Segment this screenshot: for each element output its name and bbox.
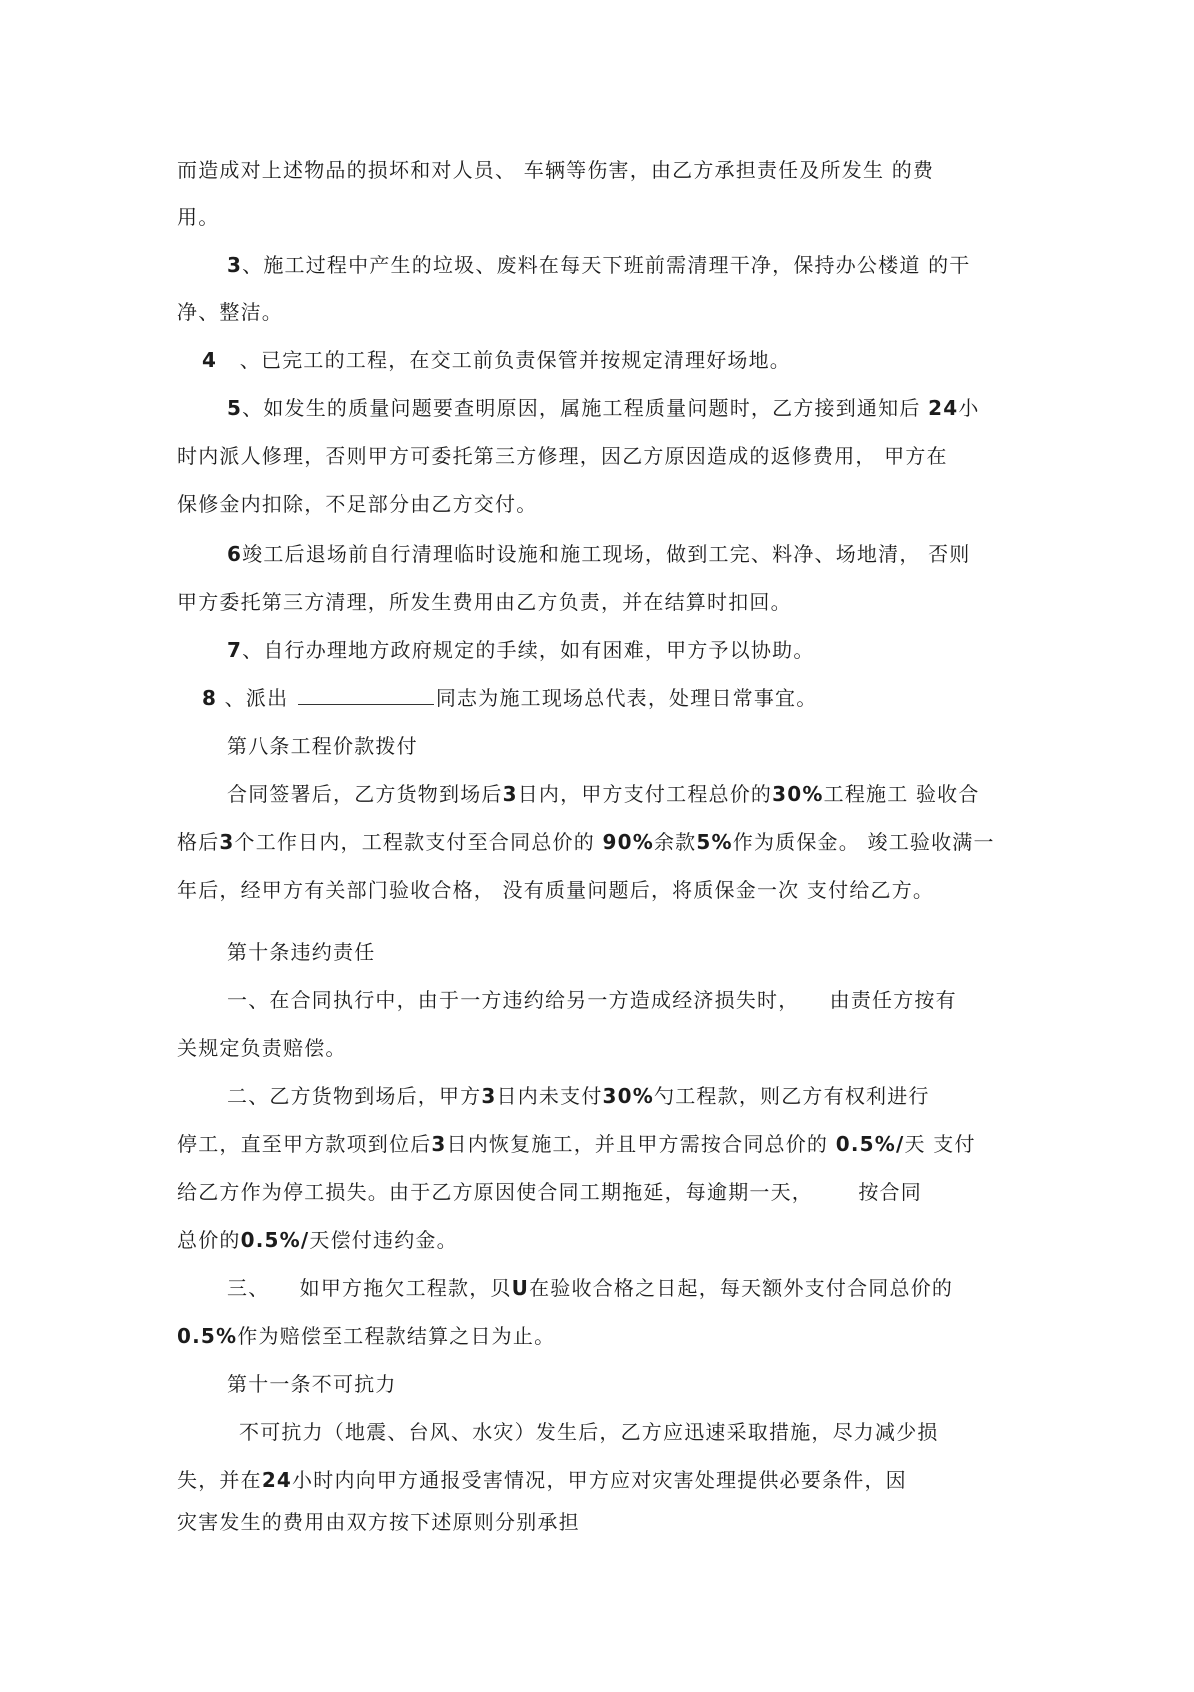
text-line: 而造成对上述物品的损坏和对人员、 车辆等伤害，由乙方承担责任及所发生 的费 xyxy=(177,158,935,182)
text-line: 不可抗力（地震、台风、水灾）发生后，乙方应迅速采取措施，尽力减少损 xyxy=(239,1420,939,1444)
text-line: 年后，经甲方有关部门验收合格， 没有质量问题后，将质保金一次 支付给乙方。 xyxy=(177,878,935,902)
list-bold: 24 xyxy=(928,396,959,420)
text-line: 灾害发生的费用由双方按下述原则分别承担 xyxy=(177,1510,580,1534)
article-heading: 第十一条不可抗力 xyxy=(227,1372,397,1396)
list-number: 3 xyxy=(227,253,243,277)
text-line: 合同签署后，乙方货物到场后3日内，甲方支付工程总价的30%工程施工 验收合 xyxy=(227,782,980,806)
text-line: 二、乙方货物到场后，甲方3日内未支付30%勺工程款，则乙方有权利进行 xyxy=(227,1084,930,1108)
list-item xyxy=(202,346,791,374)
list-text: 、派出 xyxy=(217,686,296,710)
text-line: 关规定负责赔偿。 xyxy=(177,1036,347,1060)
text-line: 用。 xyxy=(177,205,220,229)
list-number: 6 xyxy=(227,542,243,566)
text-line: 三、 如甲方拖欠工程款，贝U在验收合格之日起，每天额外支付合同总价的 xyxy=(227,1276,954,1300)
text-line: 总价的0.5%/天偿付违约金。 xyxy=(177,1228,458,1252)
list-number: 4 xyxy=(202,348,218,372)
list-item xyxy=(227,636,815,664)
text-line: 一、在合同执行中，由于一方违约给另一方造成经济损失时， 由责任方按有 xyxy=(227,988,957,1012)
text-line: 净、整洁。 xyxy=(177,300,283,324)
list-item xyxy=(227,540,970,568)
blank-underline xyxy=(298,686,434,705)
text-line: 时内派人修理，否则甲方可委托第三方修理，因乙方原因造成的返修费用， 甲方在 xyxy=(177,444,948,468)
list-item xyxy=(227,394,980,422)
list-text: 同志为施工现场总代表，处理日常事宜。 xyxy=(435,686,818,710)
article-heading: 第十条违约责任 xyxy=(227,940,376,964)
list-number: 8 xyxy=(202,686,218,710)
list-number: 5 xyxy=(227,396,243,420)
list-item xyxy=(227,251,970,279)
list-text: 、自行办理地方政府规定的手续，如有困难，甲方予以协助。 xyxy=(242,638,815,662)
list-number: 7 xyxy=(227,638,243,662)
text-line: 格后3个工作日内，工程款支付至合同总价的 90%余款5%作为质保金。 竣工验收满一 xyxy=(177,830,995,854)
list-item xyxy=(202,684,817,712)
article-heading: 第八条工程价款拨付 xyxy=(227,734,418,758)
text-line: 停工，直至甲方款项到位后3日内恢复施工，并且甲方需按合同总价的 0.5%/天 支付 xyxy=(177,1132,976,1156)
text-line: 给乙方作为停工损失。由于乙方原因使合同工期拖延，每逾期一天， 按合同 xyxy=(177,1180,922,1204)
list-text: 小 xyxy=(958,396,980,420)
text-line: 0.5%作为赔偿至工程款结算之日为止。 xyxy=(177,1324,556,1348)
list-text: 、施工过程中产生的垃圾、废料在每天下班前需清理干净，保持办公楼道 的干 xyxy=(242,253,971,277)
list-text: 、如发生的质量问题要查明原因，属施工程质量问题时，乙方接到通知后 xyxy=(242,396,929,420)
text-line: 保修金内扣除，不足部分由乙方交付。 xyxy=(177,492,538,516)
text-line: 失，并在24小时内向甲方通报受害情况，甲方应对灾害处理提供必要条件，因 xyxy=(177,1468,907,1492)
list-text: 竣工后退场前自行清理临时设施和施工现场，做到工完、料净、场地清， 否则 xyxy=(242,542,971,566)
text-line: 甲方委托第三方清理，所发生费用由乙方负责，并在结算时扣回。 xyxy=(177,590,792,614)
list-text: 、已完工的工程，在交工前负责保管并按规定清理好场地。 xyxy=(217,348,791,372)
